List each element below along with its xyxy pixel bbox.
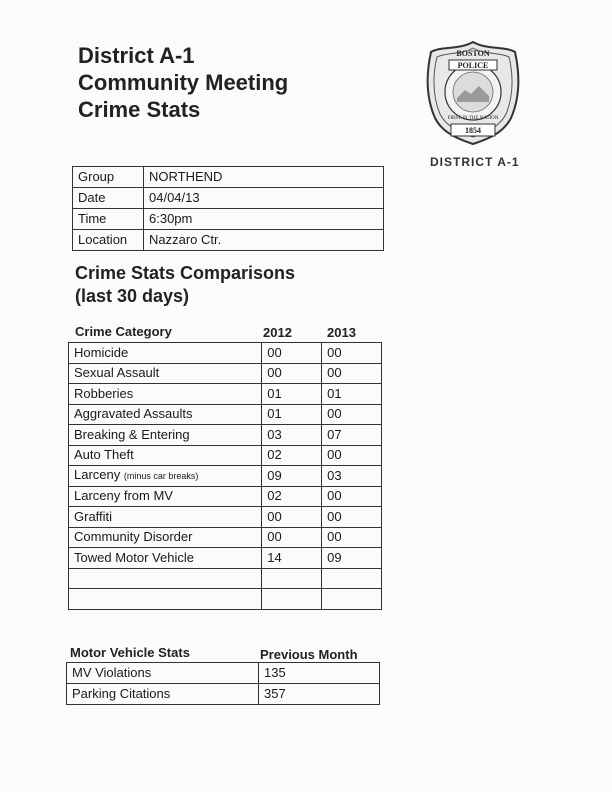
crime-category: Larceny <box>74 467 121 483</box>
crime-category: Robberies <box>74 385 134 401</box>
crime-category: Homicide <box>74 344 129 360</box>
crime-category-header: Crime Category <box>75 324 172 339</box>
crime-category: Larceny from MV <box>74 488 173 504</box>
crime-category: Breaking & Entering <box>74 426 190 442</box>
badge-year: 1854 <box>465 126 481 135</box>
mv-value: 357 <box>259 684 380 705</box>
mv-value: 135 <box>259 663 380 684</box>
year-2013-header: 2013 <box>327 325 356 340</box>
crime-row <box>69 589 382 610</box>
value-2013 <box>322 568 382 589</box>
crime-row <box>69 527 382 548</box>
crime-category-cell <box>69 589 262 610</box>
page-title <box>78 42 288 123</box>
value-2012: 01 <box>262 404 322 425</box>
value-2012: 14 <box>262 548 322 569</box>
info-value: NORTHEND <box>144 167 384 188</box>
district-label: DISTRICT A-1 <box>430 155 520 169</box>
crime-row <box>69 425 382 446</box>
mv-row <box>67 684 380 705</box>
crime-row <box>69 384 382 405</box>
info-row <box>73 209 384 230</box>
info-row <box>73 167 384 188</box>
crime-row <box>69 507 382 528</box>
title-line-2: Community Meeting <box>78 70 289 95</box>
comparison-title <box>75 262 295 308</box>
value-2013: 00 <box>322 527 382 548</box>
info-label: Group <box>73 167 144 188</box>
crime-row <box>69 548 382 569</box>
title-line-3: Crime Stats <box>78 97 201 122</box>
info-row <box>73 230 384 251</box>
value-2013: 00 <box>322 445 382 466</box>
value-2013: 00 <box>322 404 382 425</box>
crime-category: Sexual Assault <box>74 365 160 381</box>
crime-row <box>69 486 382 507</box>
title-line-1: District A-1 <box>78 43 195 68</box>
crime-category-note: (minus car breaks) <box>123 471 199 482</box>
crime-row <box>69 445 382 466</box>
value-2012: 02 <box>262 486 322 507</box>
crime-category-cell <box>69 486 262 507</box>
crime-category-cell <box>69 363 262 384</box>
crime-category-cell <box>69 384 262 405</box>
badge-top-text: BOSTON <box>456 49 490 58</box>
crime-category-cell <box>69 425 262 446</box>
mv-label: MV Violations <box>67 663 259 684</box>
mv-stats-table <box>66 662 380 705</box>
crime-row <box>69 404 382 425</box>
mv-row <box>67 663 380 684</box>
crime-category: Community Disorder <box>74 529 193 545</box>
value-2012 <box>262 589 322 610</box>
info-label: Date <box>73 188 144 209</box>
crime-category-cell <box>69 527 262 548</box>
info-row <box>73 188 384 209</box>
crime-category: Towed Motor Vehicle <box>74 549 194 565</box>
crime-row <box>69 466 382 487</box>
crime-comparison-table <box>68 342 382 610</box>
crime-row <box>69 363 382 384</box>
info-value: 6:30pm <box>144 209 384 230</box>
crime-category-cell <box>69 548 262 569</box>
crime-category-cell <box>69 507 262 528</box>
crime-category-cell <box>69 445 262 466</box>
value-2013: 07 <box>322 425 382 446</box>
mv-stats-header: Motor Vehicle Stats <box>70 645 190 660</box>
meeting-info-table <box>72 166 384 251</box>
value-2012: 00 <box>262 507 322 528</box>
value-2012: 01 <box>262 384 322 405</box>
value-2012: 09 <box>262 466 322 487</box>
info-value: 04/04/13 <box>144 188 384 209</box>
crime-category-cell <box>69 404 262 425</box>
crime-category-cell <box>69 343 262 364</box>
value-2012: 00 <box>262 527 322 548</box>
value-2012: 03 <box>262 425 322 446</box>
crime-category-cell <box>69 568 262 589</box>
badge-banner-text: POLICE <box>457 61 489 70</box>
comparison-title-line-1: Crime Stats Comparisons <box>75 263 296 283</box>
value-2013: 00 <box>322 486 382 507</box>
value-2012: 00 <box>262 343 322 364</box>
previous-month-header: Previous Month <box>260 647 358 662</box>
crime-row <box>69 568 382 589</box>
info-value: Nazzaro Ctr. <box>144 230 384 251</box>
police-badge-logo <box>425 40 521 146</box>
crime-category-cell <box>69 466 262 487</box>
value-2013 <box>322 589 382 610</box>
crime-category: Graffiti <box>74 508 113 524</box>
value-2013: 03 <box>322 466 382 487</box>
mv-label: Parking Citations <box>67 684 259 705</box>
value-2012: 00 <box>262 363 322 384</box>
value-2013: 00 <box>322 363 382 384</box>
info-label: Time <box>73 209 144 230</box>
badge-motto: FIRST IN THE NATION <box>447 116 499 121</box>
value-2013: 00 <box>322 343 382 364</box>
value-2013: 01 <box>322 384 382 405</box>
value-2013: 09 <box>322 548 382 569</box>
crime-row <box>69 343 382 364</box>
crime-category: Auto Theft <box>74 447 134 463</box>
comparison-title-line-2: (last 30 days) <box>75 286 190 306</box>
value-2013: 00 <box>322 507 382 528</box>
value-2012: 02 <box>262 445 322 466</box>
year-2012-header: 2012 <box>263 325 292 340</box>
crime-category: Aggravated Assaults <box>74 406 193 422</box>
value-2012 <box>262 568 322 589</box>
info-label: Location <box>73 230 144 251</box>
